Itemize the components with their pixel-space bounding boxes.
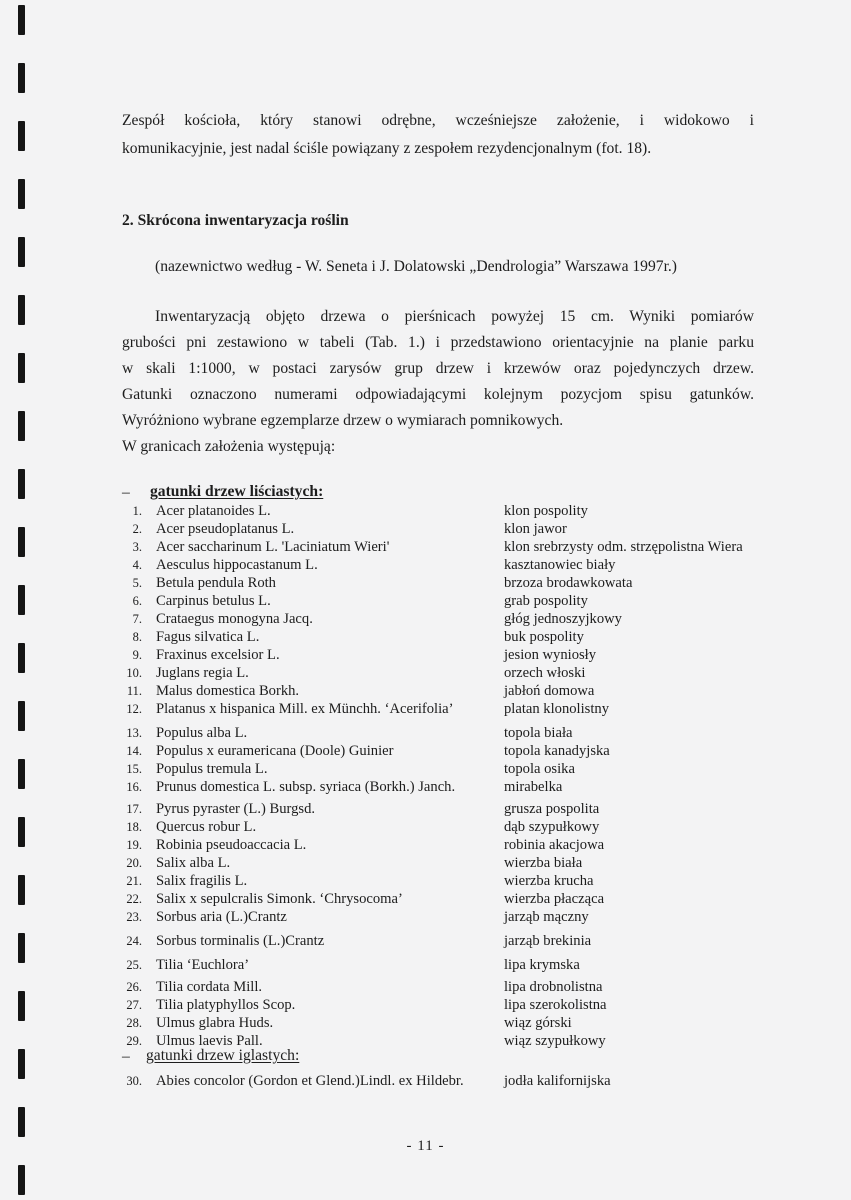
species-polish-name: głóg jednoszyjkowy: [504, 611, 622, 627]
species-row: [0, 978, 851, 996]
species-number: 30.: [126, 1074, 142, 1088]
species-number: 25.: [126, 958, 142, 972]
species-polish-name: jarząb mączny: [504, 909, 589, 925]
species-row: [0, 574, 851, 592]
species-row: [0, 700, 851, 718]
species-number: 28.: [126, 1016, 142, 1030]
species-number: 2.: [132, 522, 142, 536]
species-row: [0, 932, 851, 950]
species-number: 9.: [132, 648, 142, 662]
species-number: 15.: [126, 762, 142, 776]
species-row: [0, 538, 851, 556]
occurs-line: W granicach założenia występują:: [122, 438, 336, 455]
species-polish-name: wierzba krucha: [504, 873, 594, 889]
species-polish-name: jabłoń domowa: [504, 683, 595, 699]
species-number: 14.: [126, 744, 142, 758]
species-row: [0, 996, 851, 1014]
species-polish-name: jesion wyniosły: [504, 647, 597, 663]
bullet-deciduous: –: [122, 484, 130, 501]
species-number: 3.: [132, 540, 142, 554]
species-polish-name: lipa krymska: [504, 957, 580, 973]
species-latin-name: Tilia platyphyllos Scop.: [156, 997, 296, 1013]
species-number: 23.: [126, 910, 142, 924]
species-row: [0, 628, 851, 646]
species-latin-name: Populus x euramericana (Doole) Guinier: [156, 743, 394, 759]
page-number: - 11 -: [406, 1138, 445, 1154]
species-number: 10.: [126, 666, 142, 680]
species-row: [0, 872, 851, 890]
species-polish-name: kasztanowiec biały: [504, 557, 616, 573]
species-number: 18.: [126, 820, 142, 834]
species-row: [0, 724, 851, 742]
species-row: [0, 908, 851, 926]
species-latin-name: Acer platanoides L.: [156, 503, 271, 519]
species-polish-name: topola biała: [504, 725, 573, 741]
species-latin-name: Ulmus laevis Pall.: [156, 1033, 263, 1049]
species-latin-name: Tilia cordata Mill.: [156, 979, 263, 995]
species-latin-name: Acer pseudoplatanus L.: [156, 521, 295, 537]
species-polish-name: dąb szypułkowy: [504, 819, 600, 835]
species-row: [0, 646, 851, 664]
species-number: 11.: [126, 684, 142, 698]
species-number: 4.: [132, 558, 142, 572]
species-row: [0, 664, 851, 682]
species-row: [0, 890, 851, 908]
species-row: [0, 818, 851, 836]
species-latin-name: Salix fragilis L.: [156, 873, 248, 889]
species-row: [0, 610, 851, 628]
paragraph-line: grubości pni zestawiono w tabeli (Tab. 1.) i przedstawiono orientacyjnie na planie parku: [122, 334, 754, 351]
species-latin-name: Betula pendula Roth: [156, 575, 276, 591]
species-polish-name: topola kanadyjska: [504, 743, 610, 759]
species-row: [0, 1014, 851, 1032]
nomenclature-note: (nazewnictwo według - W. Seneta i J. Dolatowski „Dendrologia” Warszawa 1997r.): [155, 258, 678, 275]
species-row: [0, 836, 851, 854]
species-latin-name: Prunus domestica L. subsp. syriaca (Borkh.) Janch.: [156, 779, 456, 795]
species-latin-name: Acer saccharinum L. 'Laciniatum Wieri': [156, 539, 390, 555]
species-row: [0, 1072, 851, 1090]
species-polish-name: klon srebrzysty odm. strzępolistna Wiera: [504, 539, 743, 555]
species-latin-name: Pyrus pyraster (L.) Burgsd.: [156, 801, 316, 817]
intro-line-1: Zespół kościoła, który stanowi odrębne, wcześniejsze założenie, i widokowo i: [122, 112, 754, 129]
species-row: [0, 854, 851, 872]
species-latin-name: Populus alba L.: [156, 725, 248, 741]
species-latin-name: Ulmus glabra Huds.: [156, 1015, 274, 1031]
species-polish-name: klon pospolity: [504, 503, 588, 519]
species-polish-name: orzech włoski: [504, 665, 586, 681]
species-latin-name: Robinia pseudoaccacia L.: [156, 837, 307, 853]
species-latin-name: Carpinus betulus L.: [156, 593, 271, 609]
species-number: 6.: [132, 594, 142, 608]
species-polish-name: buk pospolity: [504, 629, 584, 645]
species-number: 19.: [126, 838, 142, 852]
species-polish-name: grusza pospolita: [504, 801, 600, 817]
species-latin-name: Salix alba L.: [156, 855, 231, 871]
species-latin-name: Malus domestica Borkh.: [156, 683, 300, 699]
paragraph-line: Gatunki oznaczono numerami odpowiadającymi kolejnym pozycjom spisu gatunków.: [122, 386, 754, 403]
species-number: 21.: [126, 874, 142, 888]
species-latin-name: Quercus robur L.: [156, 819, 257, 835]
species-latin-name: Sorbus aria (L.)Crantz: [156, 909, 287, 925]
species-latin-name: Fagus silvatica L.: [156, 629, 260, 645]
species-row: [0, 778, 851, 796]
species-number: 7.: [132, 612, 142, 626]
species-number: 26.: [126, 980, 142, 994]
species-polish-name: lipa drobnolistna: [504, 979, 603, 995]
intro-line-2: komunikacyjnie, jest nadal ściśle powiązany z zespołem rezydencjonalnym (fot. 18).: [122, 140, 652, 157]
species-row: [0, 800, 851, 818]
species-polish-name: robinia akacjowa: [504, 837, 605, 853]
species-number: 5.: [132, 576, 142, 590]
species-polish-name: lipa szerokolistna: [504, 997, 607, 1013]
species-number: 17.: [126, 802, 142, 816]
species-latin-name: Sorbus torminalis (L.)Crantz: [156, 933, 325, 949]
species-polish-name: wiąz szypułkowy: [504, 1033, 606, 1049]
species-row: [0, 956, 851, 974]
category-coniferous: gatunki drzew iglastych:: [146, 1047, 300, 1064]
paragraph-line: Wyróżniono wybrane egzemplarze drzew o wymiarach pomnikowych.: [122, 412, 564, 429]
species-latin-name: Aesculus hippocastanum L.: [156, 557, 318, 573]
species-number: 24.: [126, 934, 142, 948]
species-number: 12.: [126, 702, 142, 716]
species-number: 8.: [132, 630, 142, 644]
species-polish-name: wierzba biała: [504, 855, 583, 871]
species-number: 22.: [126, 892, 142, 906]
species-row: [0, 760, 851, 778]
species-latin-name: Fraxinus excelsior L.: [156, 647, 280, 663]
species-row: [0, 520, 851, 538]
bullet-coniferous: –: [122, 1048, 130, 1065]
species-number: 29.: [126, 1034, 142, 1048]
species-latin-name: Salix x sepulcralis Simonk. ‘Chrysocoma’: [156, 891, 403, 907]
species-polish-name: platan klonolistny: [504, 701, 609, 717]
species-latin-name: Populus tremula L.: [156, 761, 268, 777]
species-polish-name: klon jawor: [504, 521, 567, 537]
species-latin-name: Juglans regia L.: [156, 665, 249, 681]
species-number: 1.: [132, 504, 142, 518]
species-number: 13.: [126, 726, 142, 740]
paragraph-line: Inwentaryzacją objęto drzewa o pierśnicach powyżej 15 cm. Wyniki pomiarów: [155, 308, 754, 325]
species-polish-name: jodła kalifornijska: [504, 1073, 611, 1089]
species-row: [0, 742, 851, 760]
species-number: 16.: [126, 780, 142, 794]
species-latin-name: Crataegus monogyna Jacq.: [156, 611, 313, 627]
species-latin-name: Platanus x hispanica Mill. ex Münchh. ‘Acerifolia’: [156, 701, 454, 717]
species-latin-name: Tilia ‘Euchlora’: [156, 957, 250, 973]
species-polish-name: mirabelka: [504, 779, 563, 795]
species-polish-name: brzoza brodawkowata: [504, 575, 633, 591]
species-polish-name: topola osika: [504, 761, 575, 777]
species-polish-name: jarząb brekinia: [504, 933, 592, 949]
species-number: 20.: [126, 856, 142, 870]
category-deciduous: gatunki drzew liściastych:: [150, 483, 324, 500]
species-number: 27.: [126, 998, 142, 1012]
species-row: [0, 592, 851, 610]
species-polish-name: wiąz górski: [504, 1015, 572, 1031]
species-polish-name: grab pospolity: [504, 593, 588, 609]
section-heading: 2. Skrócona inwentaryzacja roślin: [122, 212, 349, 229]
species-row: [0, 682, 851, 700]
species-row: [0, 556, 851, 574]
species-row: [0, 502, 851, 520]
paragraph-line: w skali 1:1000, w postaci zarysów grup drzew i krzewów oraz pojedynczych drzew.: [122, 360, 754, 377]
species-latin-name: Abies concolor (Gordon et Glend.)Lindl. ex Hildebr.: [156, 1073, 464, 1089]
species-polish-name: wierzba płacząca: [504, 891, 605, 907]
